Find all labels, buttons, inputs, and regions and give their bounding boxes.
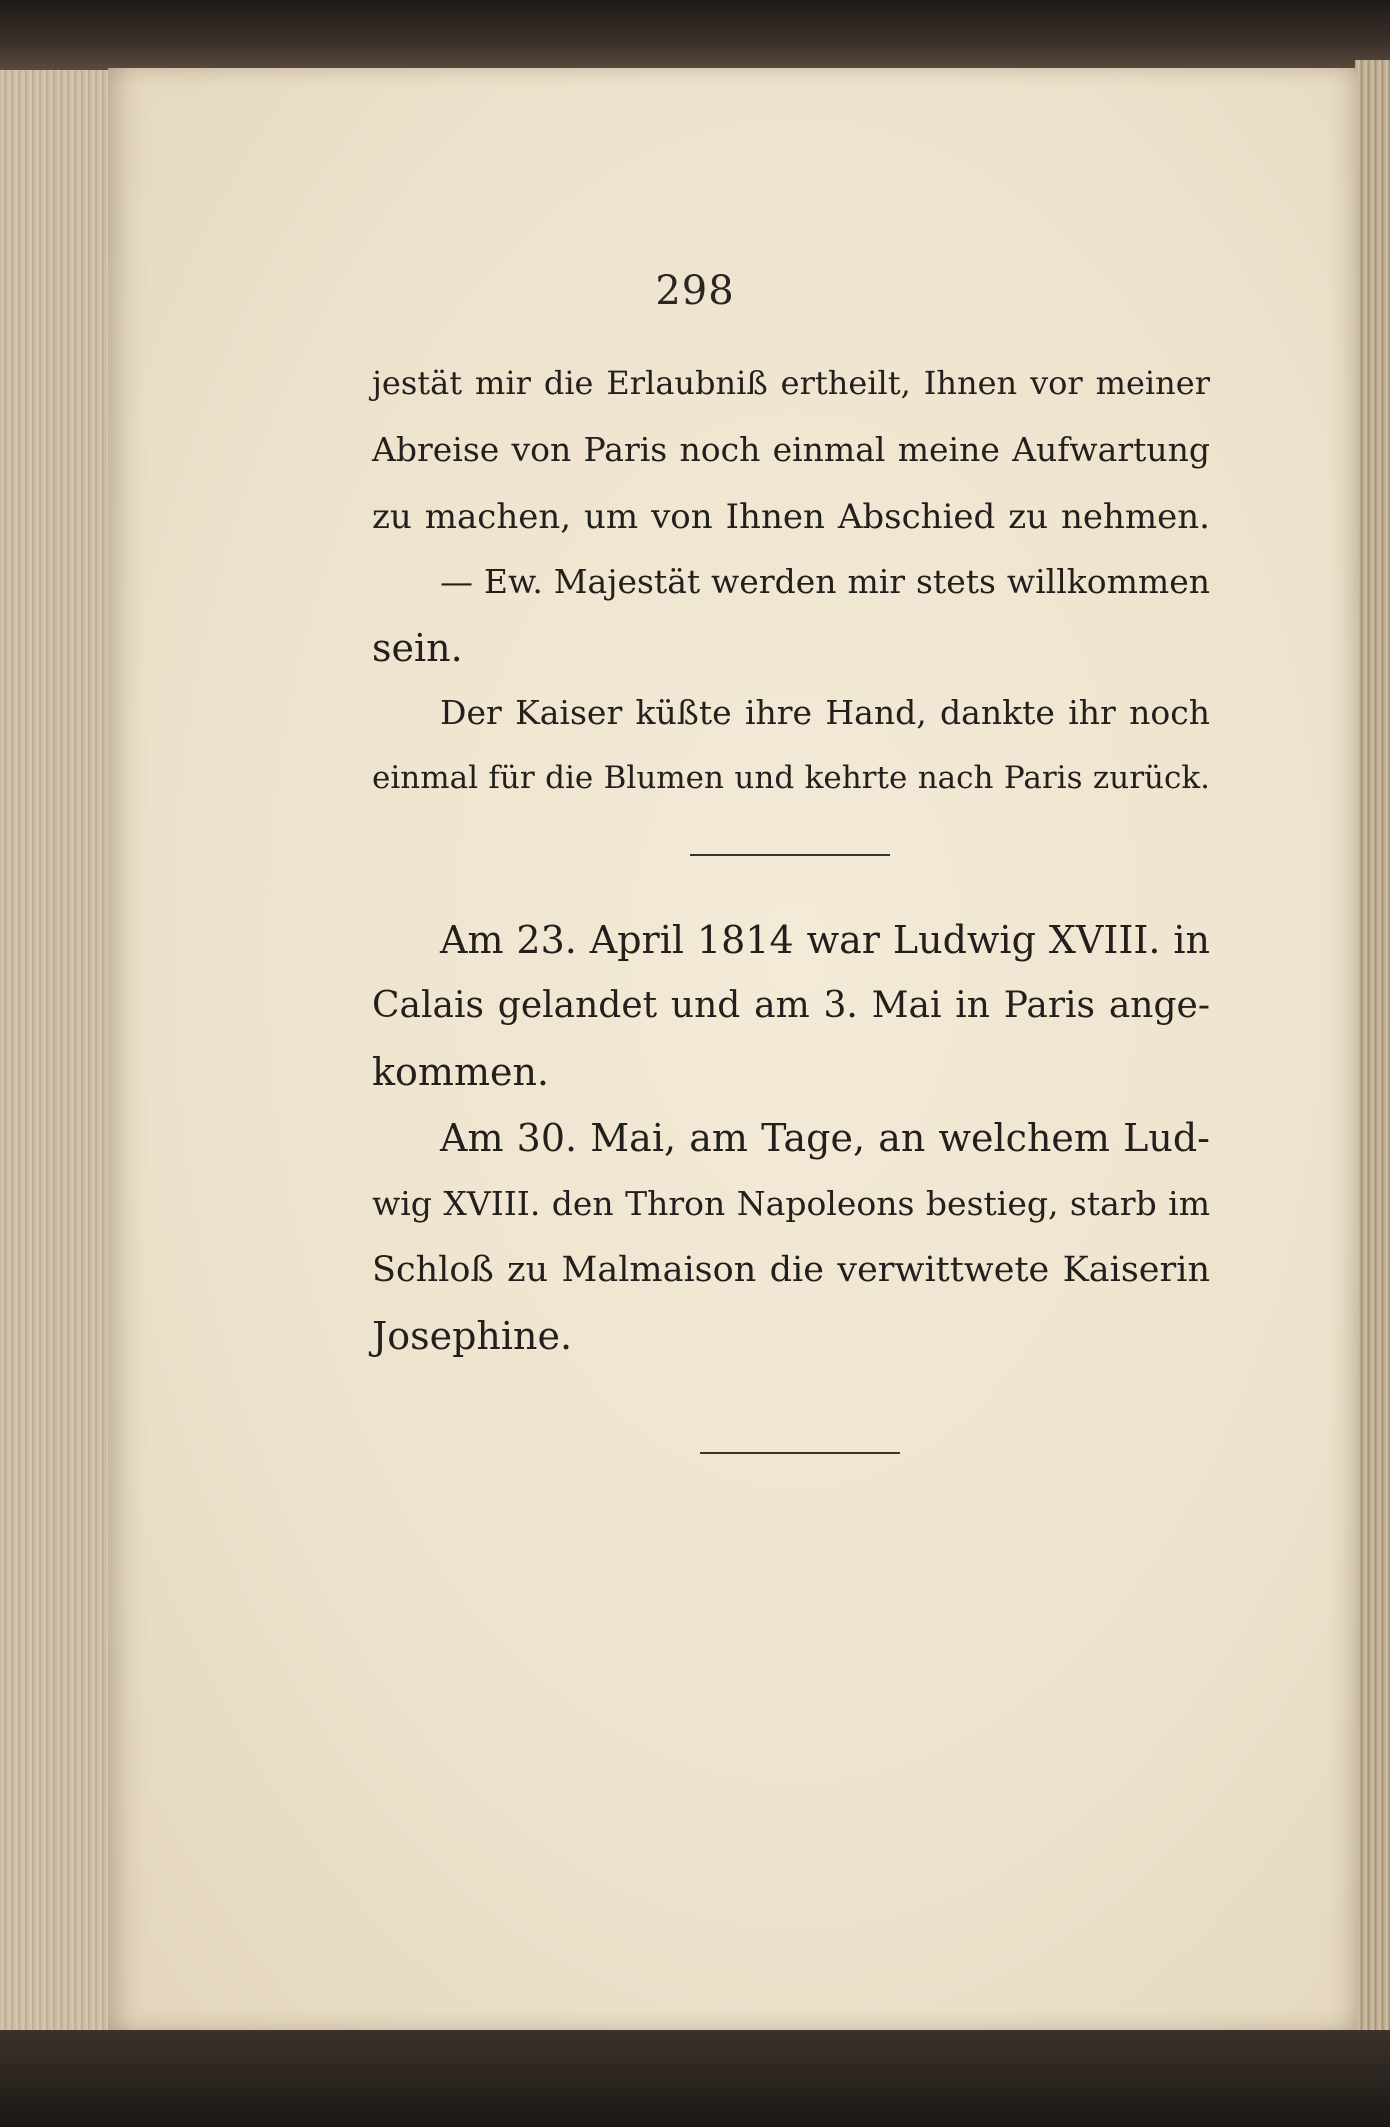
text-line: sein. bbox=[372, 626, 463, 670]
text-line: Am 23. April 1814 war Ludwig XVIII. in bbox=[440, 918, 1210, 962]
text-line: Josephine. bbox=[372, 1314, 573, 1358]
text-line: — Ew. Majestät werden mir stets willkommen bbox=[440, 562, 1210, 601]
text-line: Schloß zu Malmaison die verwittwete Kaiserin bbox=[372, 1250, 1210, 1290]
book-cover-bottom bbox=[0, 2030, 1390, 2127]
text-line: einmal für die Blumen und kehrte nach Paris zurück. bbox=[372, 760, 1210, 796]
book-cover-top bbox=[0, 0, 1390, 70]
page-edges-right bbox=[1355, 60, 1390, 2035]
text-line: wig XVIII. den Thron Napoleons bestieg, starb im bbox=[372, 1184, 1210, 1223]
page-number: 298 bbox=[655, 268, 735, 314]
text-line: zu machen, um von Ihnen Abschied zu nehmen. bbox=[372, 497, 1210, 537]
section-divider bbox=[700, 1452, 900, 1454]
section-divider bbox=[690, 854, 890, 856]
text-line: Abreise von Paris noch einmal meine Aufwartung bbox=[372, 430, 1210, 469]
text-line: Am 30. Mai, am Tage, an welchem Lud- bbox=[440, 1116, 1210, 1160]
text-line: kommen. bbox=[372, 1050, 550, 1094]
page-edges-left bbox=[0, 70, 108, 2030]
text-line: Calais gelandet und am 3. Mai in Paris ange- bbox=[372, 985, 1210, 1026]
text-line: Der Kaiser küßte ihre Hand, dankte ihr noch bbox=[440, 693, 1210, 732]
text-line: jestät mir die Erlaubniß ertheilt, Ihnen vor meiner bbox=[372, 364, 1210, 402]
